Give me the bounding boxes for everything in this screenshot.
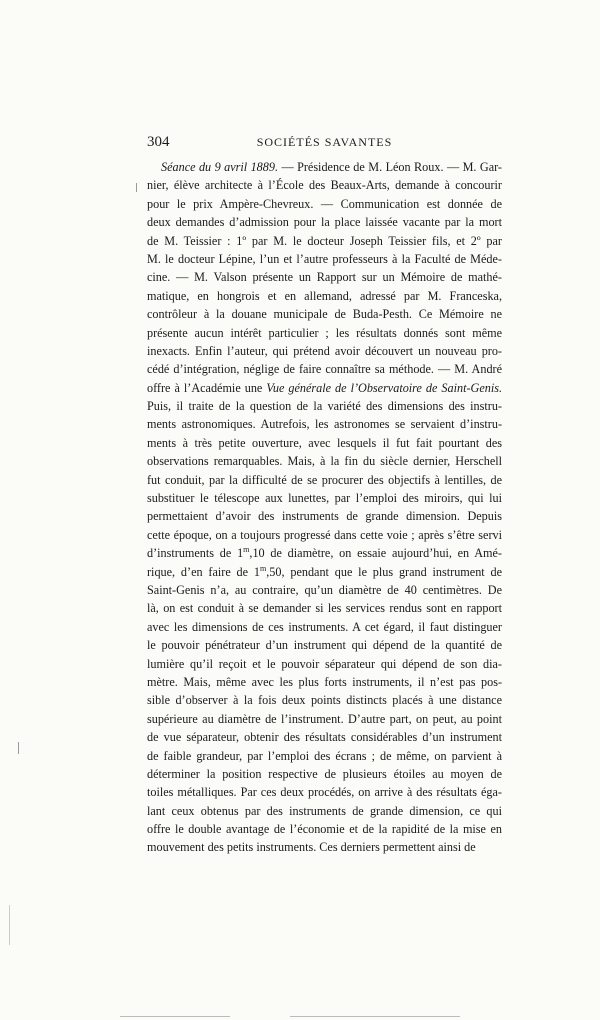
- text-line: de faible grandeur, par l’emploi des écrans ; de même, on parvient à: [147, 748, 502, 763]
- text-line: observations remarquables. Mais, à la fin du siècle dernier, Herschell: [147, 454, 502, 469]
- superscript: m: [243, 545, 250, 555]
- text-line: substituer le télescope aux lunettes, par l’emploi des miroirs, qui lui: [147, 491, 502, 506]
- text-line: [147, 544, 502, 562]
- text-line: mouvement des petits instruments. Ces derniers permettent ainsi de: [147, 840, 476, 855]
- text-span: rique, d’en faire de 1: [147, 564, 260, 579]
- text-line: [147, 158, 502, 176]
- scan-rule: [290, 1016, 460, 1017]
- text-line: ments à très petite ouverture, avec lesquels il fut fait pourtant des: [147, 435, 502, 450]
- text-line: de vue séparateur, obtenir des résultats considérables d’un instrument: [147, 730, 502, 745]
- text-line: pour le prix Ampère-Chevreux. — Communication est donnée de: [147, 196, 502, 211]
- text-span: — Présidence de M. Léon Roux. — M. Gar-: [278, 160, 502, 174]
- page-header: [147, 134, 502, 152]
- text-line: contrôleur à la douane municipale de Buda-Pesth. Ce Mémoire ne: [147, 307, 502, 322]
- text-line: inexacts. Enfin l’auteur, qui prétend avoir découvert un nouveau pro-: [147, 343, 502, 358]
- superscript: m: [260, 563, 267, 573]
- text-line: fut conduit, par la difficulté de se procurer des objectifs à lentilles, de: [147, 472, 502, 487]
- text-line: toiles métalliques. Par ces deux procédés, on arrive à des résultats éga-: [147, 785, 502, 800]
- text-span: ,10 de diamètre, on essaie aujourd’hui, en Amé-: [249, 546, 502, 561]
- body-text: [147, 158, 502, 857]
- text-line: présente aucun intérêt particulier ; les résultats donnés sont même: [147, 325, 502, 340]
- text-line: avec les dimensions de ces instruments. A cet égard, il faut distinguer: [147, 619, 502, 634]
- text-line: cette époque, on a toujours progressé dans cette voie ; après s’être servi: [147, 527, 502, 542]
- text-line: supérieure au diamètre de l’instrument. D’autre part, on peut, au point: [147, 711, 502, 726]
- text-line: [147, 379, 502, 397]
- running-head: SOCIÉTÉS SAVANTES: [256, 135, 393, 149]
- text-span: offre à l’Académie une: [147, 380, 267, 395]
- text-line: mètre. Mais, même avec les plus forts instruments, il n’est pas pos-: [147, 674, 502, 689]
- text-line: de M. Teissier : 1º par M. le docteur Joseph Teissier fils, et 2º par: [147, 233, 502, 248]
- text-line: matique, en hongrois et en allemand, adressé par M. Franceska,: [147, 288, 502, 303]
- text-span: d’instruments de 1: [147, 546, 244, 561]
- scan-rule: [120, 1016, 230, 1017]
- scan-mark: [9, 905, 10, 945]
- text-line: deux demandes d’admission pour la place laissée vacante par la mort: [147, 215, 502, 230]
- text-line: le pouvoir pénétrateur d’un instrument qui dépend de la quantité de: [147, 638, 502, 653]
- page-number: 304: [147, 134, 170, 150]
- text-line: lumière qu’il reçoit et le pouvoir séparateur qui dépend de son dia-: [147, 656, 502, 671]
- text-line: permettaient d’avoir des instruments de grande dimension. Depuis: [147, 509, 502, 524]
- text-line: Saint-Genis n’a, au contraire, qu’un diamètre de 40 centimètres. De: [147, 582, 502, 597]
- text-line: déterminer la position respective de plusieurs étoiles au moyen de: [147, 766, 502, 781]
- text-line: lant ceux obtenus par des instruments de grande dimension, ce qui: [147, 803, 502, 818]
- text-line: nier, élève architecte à l’École des Beaux-Arts, demande à concourir: [147, 178, 502, 193]
- scan-mark: [136, 183, 137, 192]
- text-line: [147, 563, 502, 581]
- text-span: ,50, pendant que le plus grand instrument de: [266, 564, 503, 579]
- session-heading: Séance du 9 avril 1889.: [161, 160, 278, 174]
- text-line: M. le docteur Lépine, l’un et l’autre professeurs à la Faculté de Méde-: [147, 251, 502, 266]
- text-line: cédé d’intégration, néglige de faire connaître sa méthode. — M. André: [147, 362, 502, 377]
- text-line: Puis, il traite de la question de la variété des dimensions des instru-: [147, 399, 502, 414]
- text-line: sible d’observer à la fois deux points distincts placés à une distance: [147, 693, 502, 708]
- scan-mark: [18, 742, 19, 754]
- text-line: cine. — M. Valson présente un Rapport sur un Mémoire de mathé-: [147, 270, 502, 285]
- work-title: Vue générale de l’Observatoire de Saint-Genis.: [266, 380, 502, 395]
- text-line: là, on est conduit à se demander si les services rendus sont en rapport: [147, 601, 502, 616]
- text-line: ments astronomiques. Autrefois, les astronomes se servaient d’instru-: [147, 417, 502, 432]
- text-line: offre le double avantage de l’économie et de la rapidité de la mise en: [147, 822, 502, 837]
